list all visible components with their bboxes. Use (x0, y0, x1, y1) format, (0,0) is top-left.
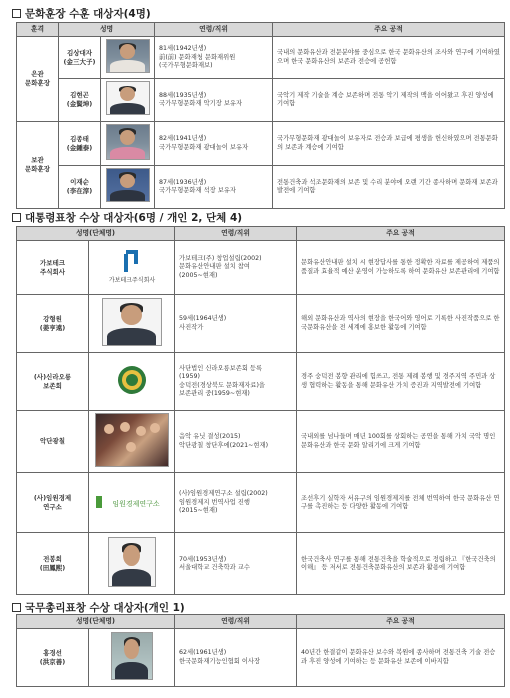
photo-cell (101, 37, 155, 79)
imwon-logo-icon (94, 486, 170, 516)
section3-table (16, 614, 505, 687)
portrait-photo (106, 168, 150, 202)
portrait-photo (108, 537, 156, 587)
checkbox-square-icon (12, 9, 21, 18)
age-position: (사)임원경제연구소 설립(2002) 임원경제지 번역사업 진행 (2015~현재) (175, 473, 297, 533)
age-position: 62세(1961년생) 한국문화재기능인협회 이사장 (175, 629, 297, 687)
photo-cell (89, 295, 175, 353)
merit-text: 문화유산안내판 설치 시 현장답사를 통한 정확한 자료를 제공하여 제품의 품질과 효율적 예산 운영이 가능하도록 하여 문화유산 보존관리에 기여함 (297, 241, 505, 295)
col-header-age: 연령/직위 (175, 615, 297, 629)
age-position: 70세(1953년생) 서울대학교 건축학과 교수 (175, 533, 297, 595)
org-name: (사)신라오릉 보존회 (17, 353, 89, 411)
grade-label: 은관 문화훈장 (17, 37, 59, 122)
photo-cell (89, 629, 175, 687)
portrait-photo (111, 632, 153, 680)
table-row (17, 353, 505, 411)
logo-cell (89, 241, 175, 295)
logo-cell (89, 473, 175, 533)
col-header-age: 연령/직위 (155, 23, 273, 37)
portrait-photo (106, 124, 150, 160)
photo-cell (101, 166, 155, 208)
svg-text:임원경제연구소: 임원경제연구소 (111, 500, 160, 509)
age-position: 음악 유닛 결성(2015) 악단광칠 창단후에(2021~현재) (175, 411, 297, 473)
table-row (17, 473, 505, 533)
age-position: 88세(1935년생) 국가무형문화재 악기장 보유자 (155, 79, 273, 121)
section1-table (16, 22, 505, 209)
table-row (17, 411, 505, 473)
col-header-merit: 주요 공적 (297, 615, 505, 629)
merit-text: 해외 문화유산과 역사의 현장을 한국어와 영어로 기록한 사진작품으로 한국문화유산을 전 세계에 홍보한 활동에 기여함 (297, 295, 505, 353)
table-row (17, 241, 505, 295)
svg-text:가보테크주식회사: 가보테크주식회사 (108, 276, 155, 284)
merit-text: 조선후기 실학자 서유구의 임원경제지를 전체 번역하여 한국 문화유산 연구를 촉진하는 등 다양한 활동에 기여함 (297, 473, 505, 533)
portrait-photo (106, 81, 150, 115)
person-name: 홍경선 (洪京善) (17, 629, 89, 687)
person-name: 이재순 (李在淳) (59, 166, 101, 208)
age-position: 81세(1942년생) 前(前) 문화재청 문화재위원 (국가무형문화재보) (155, 37, 273, 79)
merit-text: 한국건축사 연구를 통해 전통건축을 학술적으로 정립하고 『한국건축의 이해』 등 저서로 전통건축문화유산의 보존과 활용에 기여함 (297, 533, 505, 595)
table-row (17, 37, 505, 79)
section2-title: 대통령표창 수상 대상자(6명 / 개인 2, 단체 4) (12, 210, 242, 225)
photo-cell (101, 79, 155, 121)
person-name: 김상대자 (金三大子) (59, 37, 101, 79)
company-logo (98, 246, 166, 286)
table-row (17, 166, 505, 208)
col-header-name: 성명 (59, 23, 155, 37)
checkbox-square-icon (12, 603, 21, 612)
logo-cell (89, 353, 175, 411)
person-name: 김종태 (金鍾泰) (59, 121, 101, 165)
table-header-row (17, 227, 505, 241)
group-photo (95, 413, 169, 467)
table-header-row (17, 615, 505, 629)
checkbox-square-icon (12, 213, 21, 222)
org-name: 가보테크 주식회사 (17, 241, 89, 295)
photo-cell (89, 411, 175, 473)
age-position: 가보테크(주) 창업설립(2002) 문화유산안내판 설치 참여 (2005~현재) (175, 241, 297, 295)
table-row (17, 79, 505, 121)
table-row (17, 295, 505, 353)
section1-title: 문화훈장 수훈 대상자(4명) (12, 6, 151, 21)
merit-text: 국내외를 넘나들며 매년 100회를 상회하는 공연을 통해 가치 국악 명인 문화유산과 한국 문화 알리기에 크게 기여함 (297, 411, 505, 473)
merit-text: 경주 숭덕전 봉향 관리에 힘쓰고, 전통 제례 봉행 및 경주지역 주민과 상생 협력하는 활동을 통해 문화유산 가치 증진과 지역발전에 기여함 (297, 353, 505, 411)
person-name: 전봉희 (田鳳熙) (17, 533, 89, 595)
org-name: (사)임원경제 연구소 (17, 473, 89, 533)
merit-text: 40년간 한결같이 문화유산 보수와 복원에 종사하며 전통건축 기술 전승과 후진 양성에 기여하는 등 문화유산 보존에 이바지함 (297, 629, 505, 687)
col-header-merit: 주요 공적 (273, 23, 505, 37)
col-header-merit: 주요 공적 (297, 227, 505, 241)
col-header-grade: 훈격 (17, 23, 59, 37)
col-header-age: 연령/직위 (175, 227, 297, 241)
group-name: 악단광칠 (17, 411, 89, 473)
table-header-row (17, 23, 505, 37)
col-header-name: 성명(단체명) (17, 615, 175, 629)
person-name: 김현곤 (金賢坤) (59, 79, 101, 121)
age-position: 59세(1964년생) 사진작가 (175, 295, 297, 353)
gabotech-logo-icon (98, 246, 166, 286)
org-logo (94, 486, 170, 516)
section2-table (16, 226, 505, 595)
merit-text: 전통건축과 석조문화재의 보존 및 수리 분야에 오랜 기간 종사하며 문화재 보존과 발전에 기여함 (273, 166, 505, 208)
photo-cell (101, 121, 155, 165)
table-row (17, 121, 505, 165)
age-position: 사단법인 신라오릉보존회 등록 (1959) 숭덕전(경상북도 문화재자료)을 보존관리 중(1959~현재) (175, 353, 297, 411)
org-emblem (117, 365, 147, 395)
col-header-name: 성명(단체명) (17, 227, 175, 241)
age-position: 82세(1941년생) 국가무형문화재 광대놀이 보유자 (155, 121, 273, 165)
age-position: 87세(1936년생) 국가무형문화재 석장 보유자 (155, 166, 273, 208)
portrait-photo (102, 298, 162, 346)
section3-title: 국무총리표창 수상 대상자(개인 1) (12, 600, 185, 615)
merit-text: 국내의 문화유산과 전문분야를 중심으로 한국 문화유산의 조사와 연구에 기여하였으며 한국 문화유산의 보존과 전승에 공헌함 (273, 37, 505, 79)
portrait-photo (106, 39, 150, 73)
photo-cell (89, 533, 175, 595)
emblem-icon (117, 365, 147, 395)
merit-text: 국가무형문화재 광대놀이 보유자로 전승과 보급에 평생을 헌신하였으며 전통문화의 보존과 계승에 기여함 (273, 121, 505, 165)
grade-label: 보관 문화훈장 (17, 121, 59, 208)
table-row (17, 629, 505, 687)
merit-text: 국악기 제작 기술을 계승 보존하며 전통 악기 제작의 맥을 이어왔고 후진 양성에 기여함 (273, 79, 505, 121)
person-name: 강형원 (姜亨遠) (17, 295, 89, 353)
table-row (17, 533, 505, 595)
